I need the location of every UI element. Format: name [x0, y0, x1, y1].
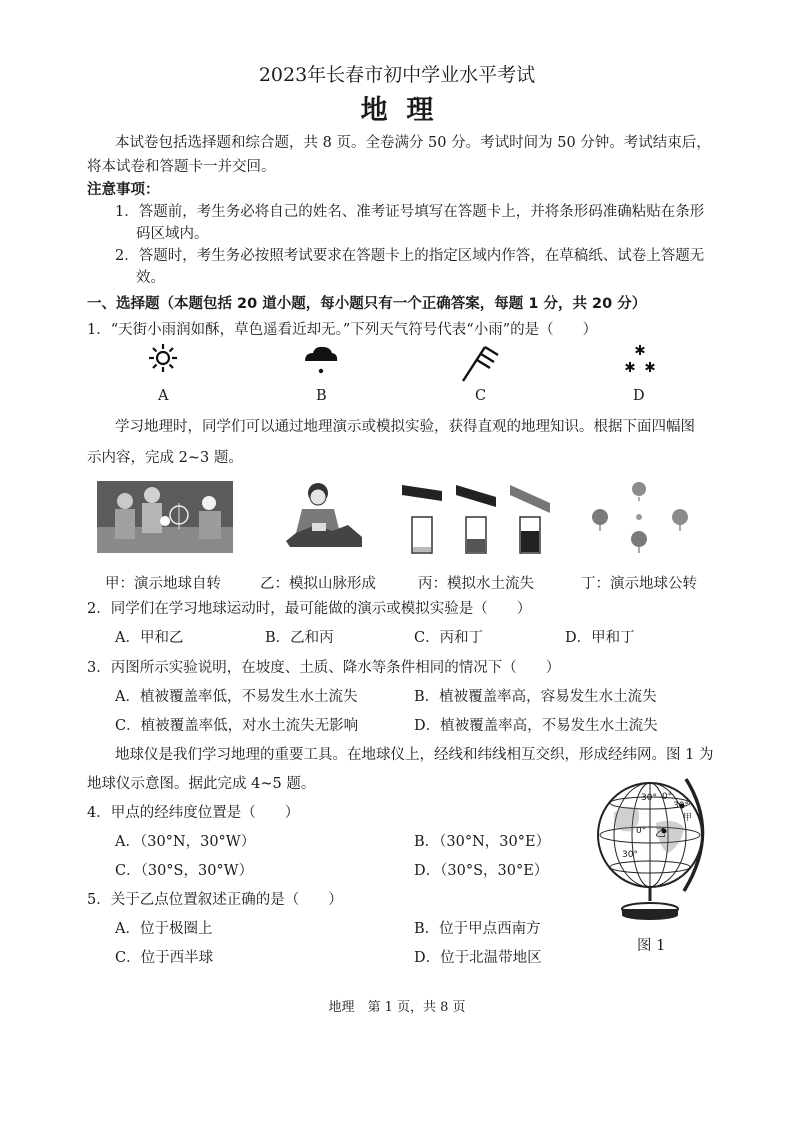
q4-stem: 4．甲点的经纬度位置是（ ）	[87, 805, 300, 821]
q1-option-d-label: D	[633, 388, 645, 404]
passage-1-line-2: 示内容，完成 2~3 题。	[87, 450, 243, 466]
note-1-line-1: 1．答题前，考生务必将自己的姓名、准考证号填写在答题卡上，并将条形码准确粘贴在条形	[115, 204, 705, 220]
caption-jia: 甲：演示地球自转	[105, 576, 221, 592]
globe-label-yi: 乙	[655, 826, 666, 839]
passage-1-line-1: 学习地理时，同学们可以通过地理演示或模拟实验，获得直观的地理知识。根据下面四幅图	[115, 419, 695, 435]
q2-option-a: A．甲和乙	[115, 630, 184, 646]
q5-option-d: D．位于北温带地区	[414, 950, 542, 966]
figure-yi-mountain-model	[282, 481, 364, 557]
globe-label-30-top-left: 30°	[641, 793, 657, 803]
q3-option-a: A．植被覆盖率低，不易发生水土流失	[115, 689, 358, 705]
q4-option-a: A．（30°N，30°W）	[115, 834, 256, 850]
q3-option-b: B．植被覆盖率高，容易发生水土流失	[414, 689, 657, 705]
globe-label-jia: 甲	[683, 813, 693, 823]
figure-ding-earth-revolution	[586, 481, 692, 557]
q3-option-c: C．植被覆盖率低，对水土流失无影响	[115, 718, 359, 734]
wind-icon	[461, 343, 501, 383]
intro-line-1: 本试卷包括选择题和综合题，共 8 页。全卷满分 50 分。考试时间为 50 分钟。考试结束后，	[115, 135, 711, 151]
page-footer: 地理 第 1 页，共 8 页	[328, 1000, 466, 1015]
globe-label-0-top: 0°	[662, 792, 673, 802]
exam-title: 2023年长春市初中学业水平考试	[258, 64, 536, 86]
sun-icon	[148, 343, 178, 373]
q5-option-b: B．位于甲点西南方	[414, 921, 541, 937]
q2-stem: 2．同学们在学习地球运动时，最可能做的演示或模拟实验是（ ）	[87, 601, 532, 617]
q3-option-d: D．植被覆盖率高，不易发生水土流失	[414, 718, 658, 734]
figure-bing-soil-erosion	[398, 481, 553, 557]
caption-yi: 乙：模拟山脉形成	[260, 576, 376, 592]
note-1-line-2: 码区域内。	[136, 226, 209, 242]
note-2-line-1: 2．答题时，考生务必按照考试要求在答题卡上的指定区域内作答，在草稿纸、试卷上答题无	[115, 248, 705, 264]
globe-caption: 图 1	[637, 938, 666, 954]
q5-option-c: C．位于西半球	[115, 950, 214, 966]
q1-stem: 1．“天街小雨润如酥，草色遥看近却无。”下列天气符号代表“小雨”的是（ ）	[87, 322, 598, 338]
q3-stem: 3．丙图所示实验说明，在坡度、土质、降水等条件相同的情况下（ ）	[87, 660, 561, 676]
globe-label-30-bottom: 30°	[622, 850, 638, 860]
note-2-line-2: 效。	[136, 270, 165, 286]
section-heading: 一、选择题（本题包括 20 道小题，每小题只有一个正确答案，每题 1 分，共 20 分）	[87, 296, 647, 312]
q4-option-c: C．（30°S，30°W）	[115, 863, 254, 879]
q1-option-a-label: A	[158, 388, 169, 404]
caption-bing: 丙：模拟水土流失	[418, 576, 534, 592]
notes-heading: 注意事项：	[87, 182, 160, 198]
q5-stem: 5．关于乙点位置叙述正确的是（ ）	[87, 892, 343, 908]
q2-option-d: D．甲和丁	[565, 630, 635, 646]
q2-option-b: B．乙和丙	[265, 630, 334, 646]
intro-line-2: 将本试卷和答题卡一并交回。	[87, 159, 276, 175]
globe-label-30-top-right: 30°	[673, 801, 689, 811]
globe-label-0-equator: 0°	[636, 826, 647, 836]
cloud-rain-icon	[302, 345, 340, 375]
passage-2-line-2: 地球仪示意图。据此完成 4~5 题。	[87, 776, 316, 792]
q1-option-c-label: C	[475, 388, 487, 404]
subject-title: 地 理	[360, 95, 434, 126]
q1-option-b-label: B	[316, 388, 327, 404]
q4-option-b: B．（30°N，30°E）	[414, 834, 551, 850]
q5-option-a: A．位于极圈上	[115, 921, 213, 937]
q2-option-c: C．丙和丁	[414, 630, 484, 646]
q4-option-d: D．（30°S，30°E）	[414, 863, 549, 879]
figure-jia-earth-rotation	[97, 481, 233, 553]
snow-icon	[622, 343, 658, 379]
caption-ding: 丁：演示地球公转	[581, 576, 697, 592]
passage-2-line-1: 地球仪是我们学习地理的重要工具。在地球仪上，经线和纬线相互交织，形成经纬网。图 1 为	[115, 747, 714, 763]
